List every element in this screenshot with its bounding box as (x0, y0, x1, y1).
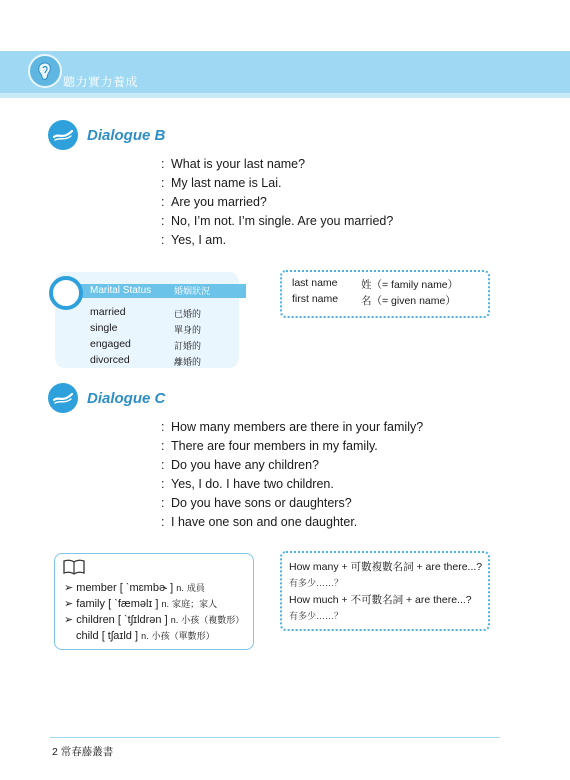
dialogue-c-title: Dialogue C (87, 390, 166, 407)
vocab-item: ➢ children [ ˋtʃɪldrən ] n. 小孩（複數形） (64, 614, 245, 626)
vocab-item: child [ tʃaɪld ] n. 小孩（單數形） (76, 630, 215, 642)
utterance: Do you have sons or daughters? (171, 496, 352, 510)
marital-term-zh: 離婚的 (174, 357, 202, 367)
marital-term-en: single (90, 322, 118, 334)
utterance: No, I’m not. I’m single. Are you married? (171, 214, 394, 228)
names-term-zh: 姓（= family name） (361, 279, 459, 291)
dialogue-b-title: Dialogue B (87, 127, 166, 144)
marital-status-header-zh: 婚姻狀況 (174, 286, 211, 296)
header-strip (0, 93, 570, 98)
open-book-icon (63, 559, 85, 580)
footer-rule (50, 737, 500, 738)
header-title: 聽力實力養成 (63, 75, 139, 89)
utterance: My last name is Lai. (171, 176, 282, 190)
vocab-word: child (76, 630, 99, 642)
names-term-en: first name (292, 293, 339, 305)
marital-term-zh: 已婚的 (174, 309, 202, 319)
page-number: 2 (52, 746, 58, 758)
utterance: There are four members in my family. (171, 439, 378, 453)
utterance: What is your last name? (171, 157, 306, 171)
series-name: 常春藤叢書 (60, 746, 114, 758)
vocab-phonetic: [ ˋfæməlɪ ] (108, 598, 159, 610)
utterance: I have one son and one daughter. (171, 515, 358, 529)
ear-icon (28, 54, 62, 88)
utterance: Are you married? (171, 195, 267, 209)
utterance: How many members are there in your family? (171, 420, 424, 434)
grammar-gloss: 有多少……？ (289, 578, 344, 588)
grammar-pattern: How many + 可數複數名詞 + are there...? (289, 561, 483, 573)
marital-status-header-en: Marital Status (90, 285, 152, 296)
marital-term-en: engaged (90, 338, 131, 350)
vocab-word: family (76, 598, 106, 610)
grammar-gloss: 有多少……？ (289, 611, 344, 621)
vocab-word: member (76, 582, 117, 594)
footer (52, 744, 113, 759)
dialogue-b-icon (48, 120, 78, 150)
vocab-phonetic: [ tʃaɪld ] (101, 630, 139, 642)
vocab-meaning: 小孩（複數形） (181, 615, 245, 625)
vocab-item: ➢ member [ ˋmɛmbɚ ] n. 成員 (64, 582, 205, 594)
vocab-phonetic: [ ˋtʃɪldrən ] (117, 614, 168, 626)
marital-term-zh: 單身的 (174, 325, 202, 335)
marital-term-zh: 訂婚的 (174, 341, 202, 351)
vocab-meaning: 成員 (186, 583, 205, 593)
vocab-phonetic: [ ˋmɛmbɚ ] (119, 582, 174, 594)
utterance: Yes, I am. (171, 233, 227, 247)
marital-status-circle (49, 276, 83, 310)
vocab-item: ➢ family [ ˋfæməlɪ ] n. 家庭；家人 (64, 598, 218, 610)
names-term-zh: 名（= given name） (361, 295, 456, 307)
vocab-meaning: 家庭；家人 (172, 599, 218, 609)
vocab-word: children (76, 614, 115, 626)
utterance: Yes, I do. I have two children. (171, 477, 334, 491)
grammar-pattern: How much + 不可數名詞 + are there...? (289, 594, 472, 606)
marital-term-en: divorced (90, 354, 130, 366)
marital-term-en: married (90, 306, 126, 318)
utterance: Do you have any children? (171, 458, 320, 472)
vocab-meaning: 小孩（單數形） (151, 631, 215, 641)
dialogue-c-icon (48, 383, 78, 413)
names-term-en: last name (292, 277, 338, 289)
